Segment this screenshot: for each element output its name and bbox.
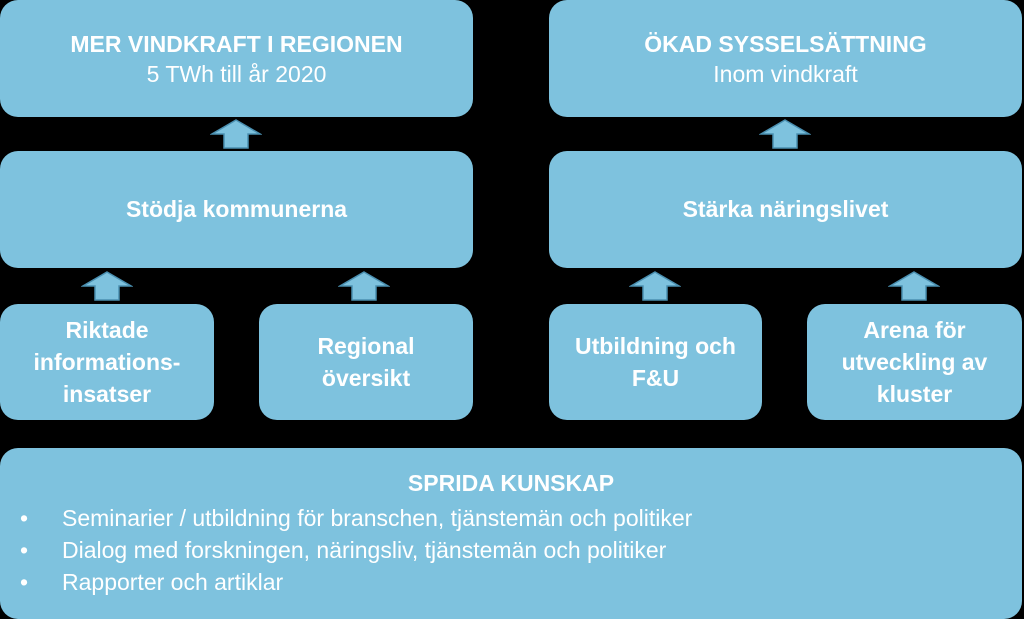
bullet-icon: • xyxy=(20,537,29,563)
activity-box-regional-overview xyxy=(259,304,473,420)
strategy-label: Stärka näringslivet xyxy=(682,196,889,222)
knowledge-box xyxy=(0,448,1022,619)
bullet-icon: • xyxy=(20,505,29,531)
up-arrow-icon xyxy=(888,271,940,301)
up-arrow-icon xyxy=(81,271,133,301)
up-arrow-icon xyxy=(210,119,262,149)
strategy-label: Stödja kommunerna xyxy=(125,196,348,222)
up-arrow-icon xyxy=(629,271,681,301)
bullet-icon: • xyxy=(20,569,29,595)
activity-line: Arena för xyxy=(863,317,966,343)
goal-subtitle: 5 TWh till år 2020 xyxy=(146,60,327,87)
list-item xyxy=(20,534,1022,566)
list-item-text: Rapporter och artiklar xyxy=(62,569,284,595)
activity-line: översikt xyxy=(321,365,411,391)
strategy-box-business xyxy=(549,151,1022,268)
activity-line: informations- xyxy=(33,349,181,375)
goal-box-wind-power xyxy=(0,0,473,117)
activity-line: kluster xyxy=(876,381,953,407)
strategy-box-municipalities xyxy=(0,151,473,268)
list-item xyxy=(20,502,1022,534)
list-item-text: Seminarier / utbildning för branschen, tjänstemän och politiker xyxy=(62,505,693,531)
knowledge-title: SPRIDA KUNSKAP xyxy=(407,470,615,496)
up-arrow-icon xyxy=(759,119,811,149)
activity-box-education xyxy=(549,304,762,420)
goal-title: ÖKAD SYSSELSÄTTNING xyxy=(644,30,927,57)
list-item-text: Dialog med forskningen, näringsliv, tjänstemän och politiker xyxy=(62,537,667,563)
goal-box-employment xyxy=(549,0,1022,117)
knowledge-list xyxy=(0,502,1022,598)
up-arrow-icon xyxy=(338,271,390,301)
activity-line: Regional xyxy=(317,333,415,359)
activity-line: Riktade xyxy=(65,317,149,343)
activity-box-cluster-arena xyxy=(807,304,1022,420)
list-item xyxy=(20,566,1022,598)
activity-line: F&U xyxy=(631,365,680,391)
activity-line: utveckling av xyxy=(841,349,988,375)
goal-title: MER VINDKRAFT I REGIONEN xyxy=(70,30,403,57)
activity-box-information xyxy=(0,304,214,420)
activity-line: insatser xyxy=(62,381,152,407)
goal-subtitle: Inom vindkraft xyxy=(713,60,858,87)
activity-line: Utbildning och xyxy=(575,333,736,359)
